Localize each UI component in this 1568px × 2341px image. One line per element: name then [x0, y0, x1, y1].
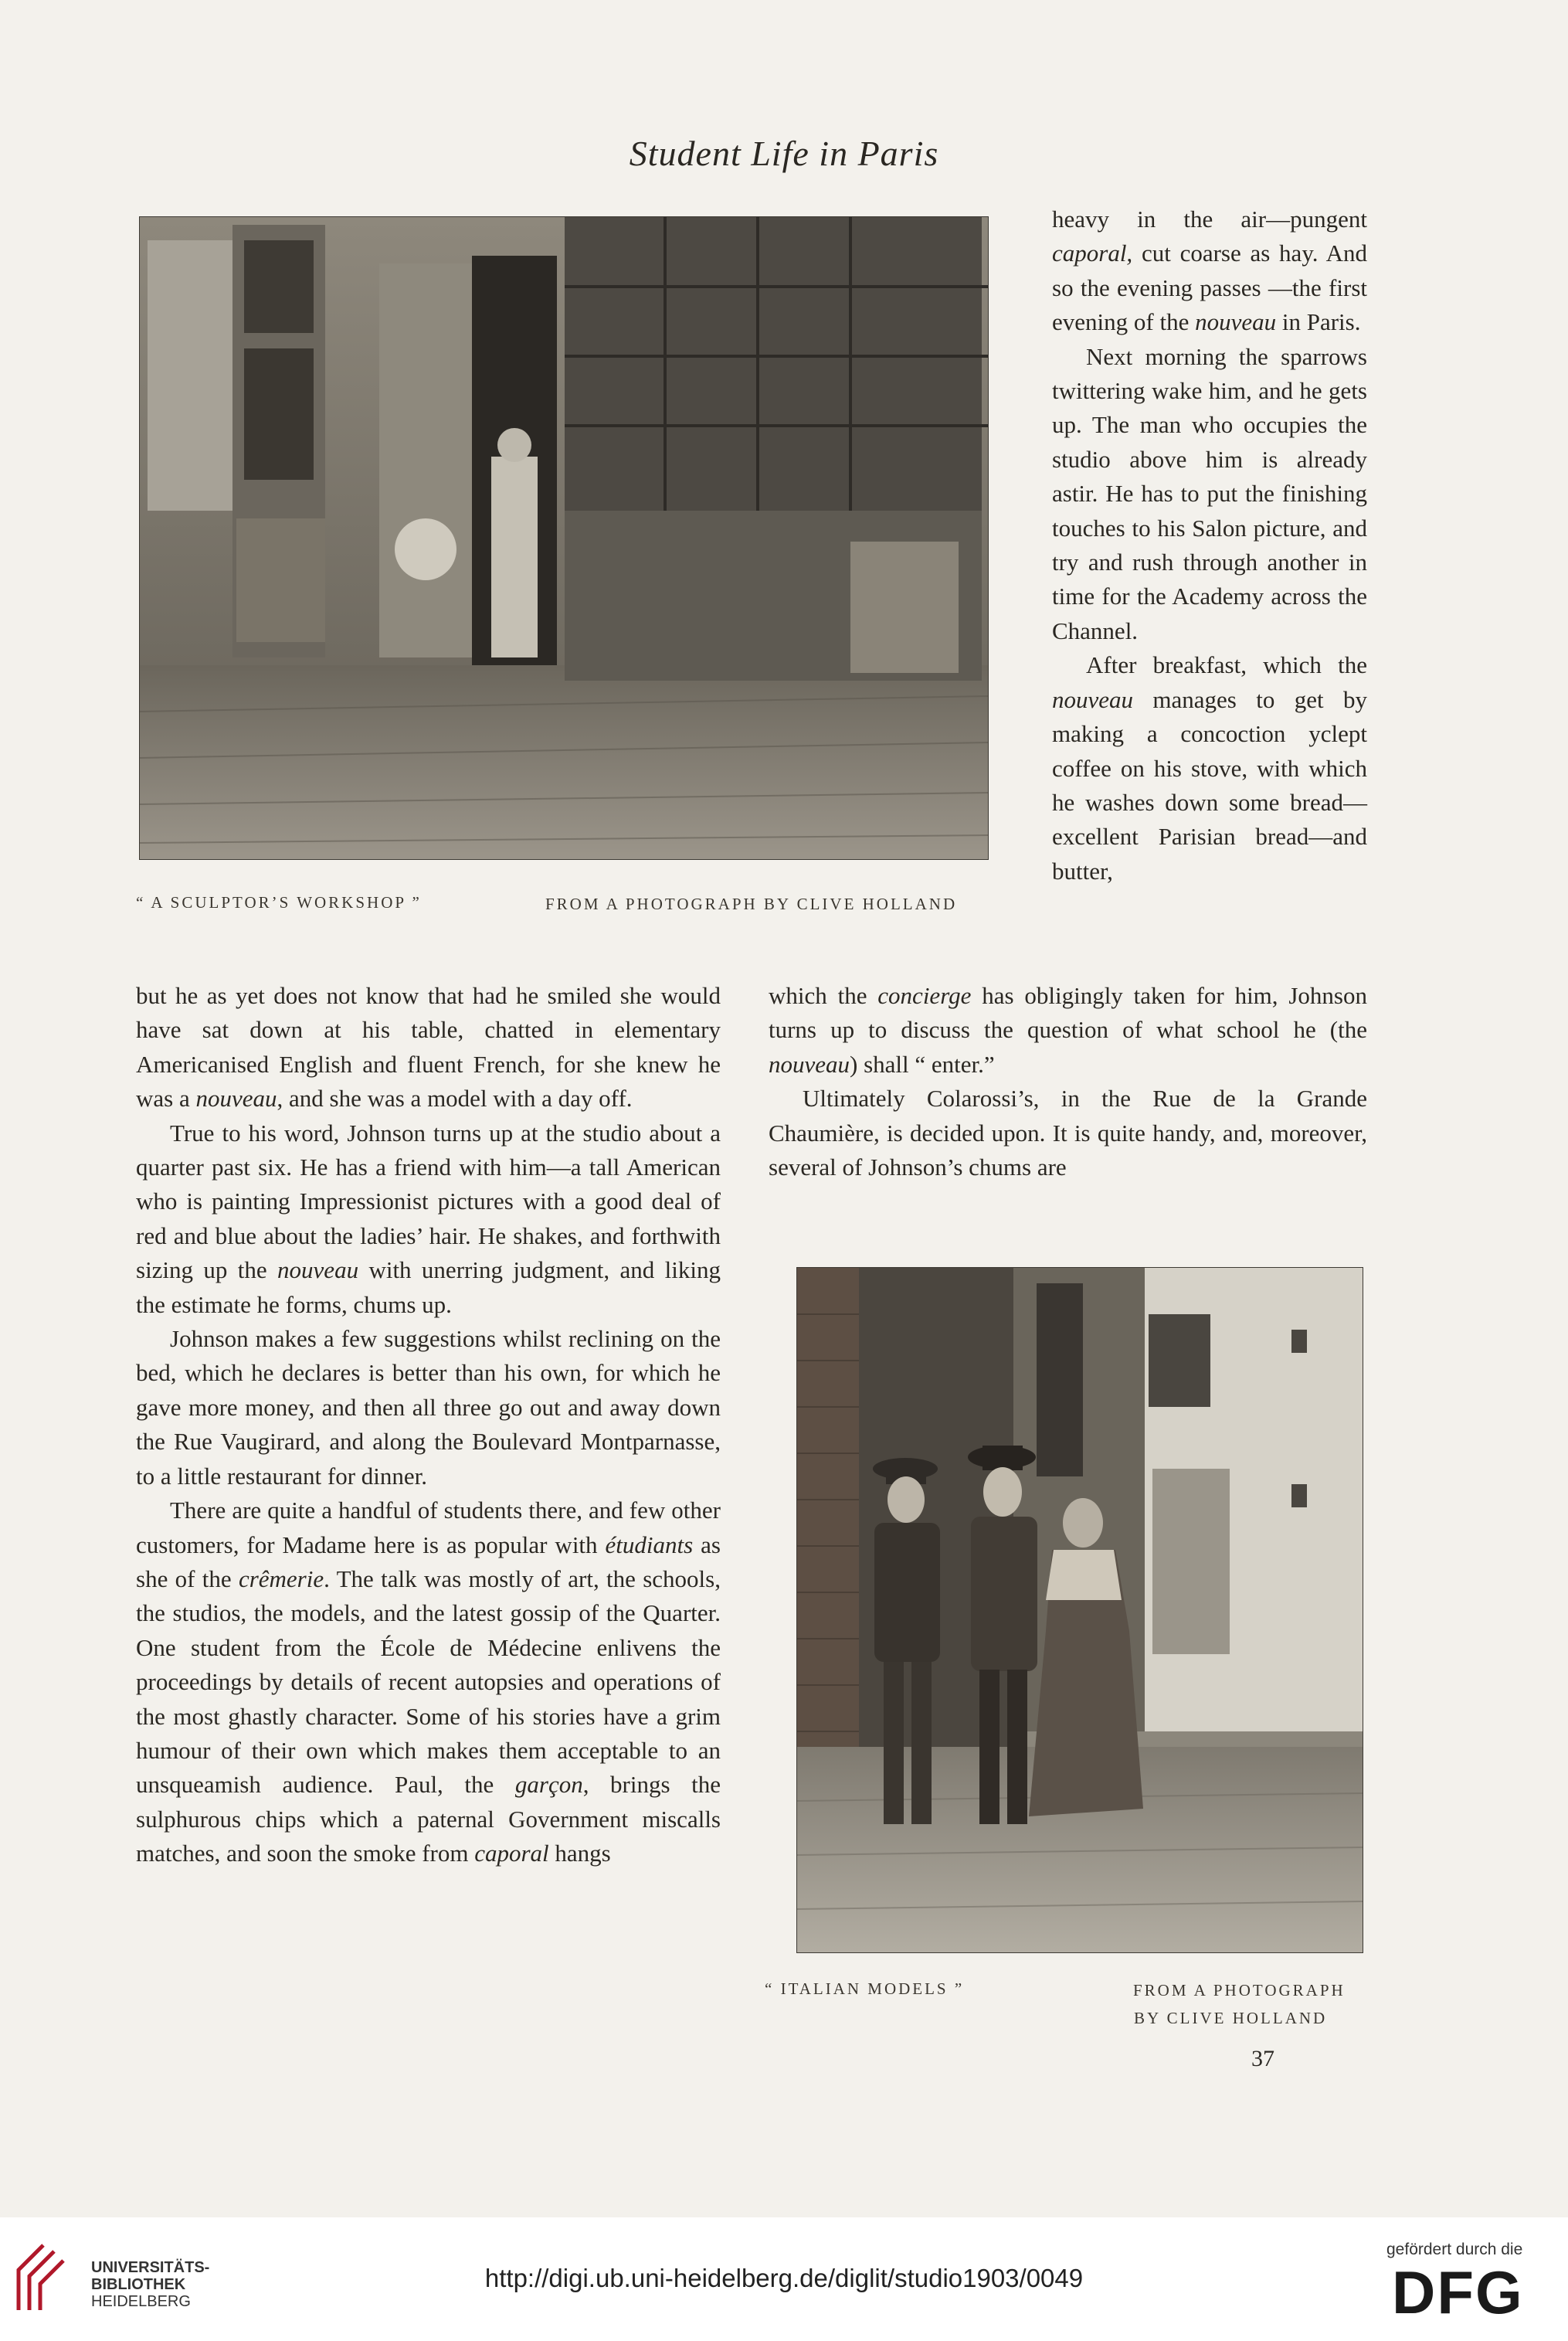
workshop-caption: “ A SCULPTOR’S WORKSHOP ” [136, 893, 422, 912]
page-number: 37 [1251, 2046, 1274, 2071]
dfg-logo: DFG [1392, 2258, 1524, 2326]
running-title: Student Life in Paris [629, 134, 939, 173]
sponsor-label: gefördert durch die [1386, 2241, 1523, 2258]
right-column-top: heavy in the air—pungent caporal, cut coarse as hay. And so the evening passes —the first evening of the nouveau in Paris. Next morning the sparrows twittering wake him, and he gets up. The man who occupies the studio above him is already astir. He has to put the finishing touches to his Salon picture, and try and rush through another in time for the Academy across the Channel. After breakfast, which the nouveau manages to get by making a concoction yclept coffee on his stove, with which he washes down some bread—excellent Parisian bread—and butter, [1052, 206, 1367, 885]
sculptor-workshop-photo [139, 216, 989, 860]
italian-models-credit-line1: FROM A PHOTOGRAPH [1133, 1981, 1346, 2000]
left-column: but he as yet does not know that had he smiled she would have sat down at his table, chatted in elementary Americanised English and fluent French, for she knew he was a nouveau, and she was a model with a day off. True to his word, Johnson turns up at the studio about a quarter past six. He has a friend with him—a tall American who is painting Impressionist pictures with a good deal of red and blue about the ladies’ hair. He shakes, and forthwith sizing up the nouveau with unerring judgment, and liking the estimate he forms, chums up. Johnson makes a few suggestions whilst reclining on the bed, which he declares is better than his own, for which he gave more money, and then all three go out and away down the Rue Vaugirard, and along the Boulevard Montparnasse, to a little restaurant for dinner. There are quite a handful of students there, and few other customers, for Madame here is as popular with étudiants as she of the crêmerie. The talk was mostly of art, the schools, the studios, the models, and the latest gossip of the Quarter. One student from the École de Médecine enlivens the proceedings by details of recent autopsies and operations of the most ghastly character. Some of his stories have a grim humour of their own which makes them acceptable to an unsqueamish audience. Paul, the garçon, brings the sulphurous chips which a paternal Government miscalls matches, and soon the smoke from caporal hangs [136, 982, 721, 1867]
workshop-credit: FROM A PHOTOGRAPH BY CLIVE HOLLAND [545, 895, 958, 913]
italian-models-illustration [797, 1268, 1363, 1952]
library-logo-line2: BIBLIOTHEK [91, 2276, 186, 2293]
library-logo-line1: UNIVERSITÄTS- [91, 2259, 210, 2276]
permalink-url[interactable]: http://digi.ub.uni-heidelberg.de/diglit/studio1903/0049 [484, 2264, 1084, 2292]
library-logo-line3: HEIDELBERG [91, 2293, 191, 2310]
right-column-middle: which the concierge has obligingly taken for him, Johnson turns up to discuss the question of what school he (the nouveau) shall “ enter.” Ultimately Colarossi’s, in the Rue de la Grande Chaumière, is decided upon. It is quite handy, and, moreover, several of Johnson’s chums are [769, 982, 1367, 1181]
italian-models-credit-line2: BY CLIVE HOLLAND [1134, 2009, 1328, 2027]
italian-models-photo [796, 1267, 1363, 1953]
italian-models-caption: “ ITALIAN MODELS ” [765, 1979, 965, 1998]
workshop-photo-illustration [140, 217, 988, 859]
